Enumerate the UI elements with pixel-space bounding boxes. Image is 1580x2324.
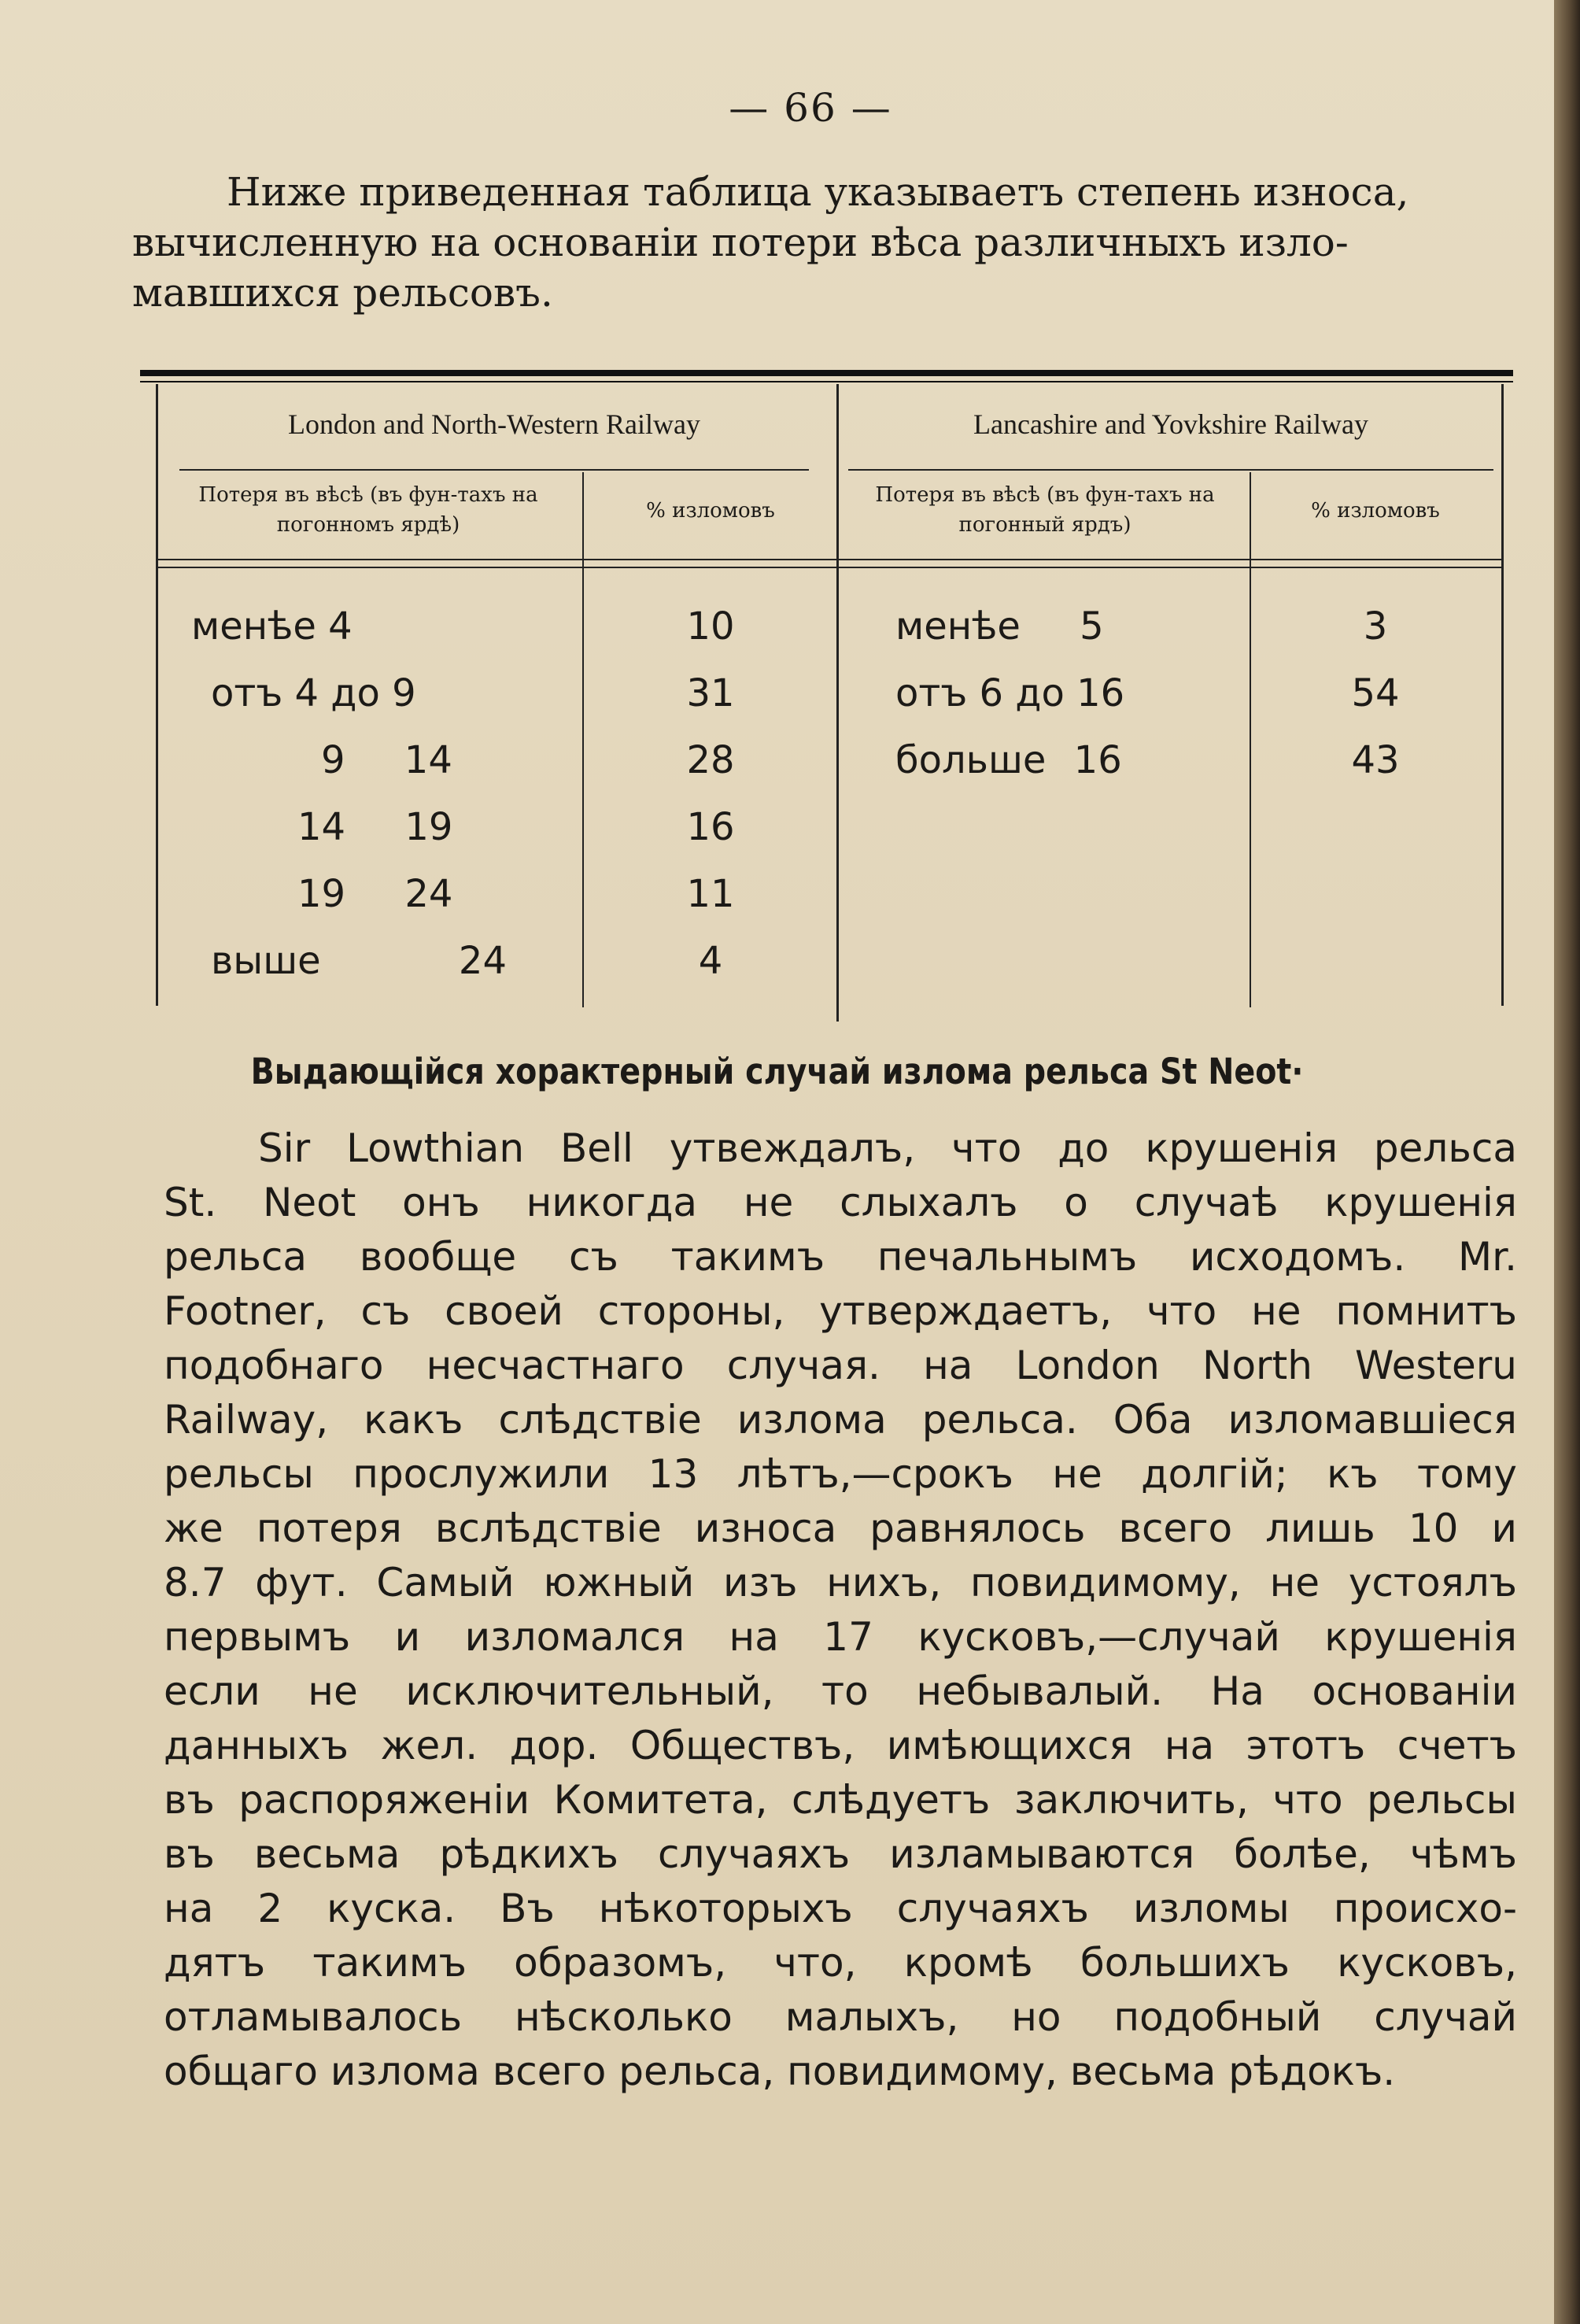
body-line: Railway, какъ слѣдствiе излома рельса. Оба изломавшiеся [164, 1397, 1517, 1443]
intro-line: вычисленную на основанiи потери вѣса различныхъ изло- [132, 220, 1349, 265]
body-line: же потеря вслѣдствiе износа равнялось всего лишь 10 и [164, 1506, 1517, 1551]
body-line: Footner, съ своей стороны, утверждаетъ, что не помнитъ [164, 1288, 1517, 1334]
left-row-pct: 31 [686, 671, 735, 715]
left-row-range: выше 24 [211, 939, 507, 983]
left-row-pct: 4 [698, 939, 723, 983]
body-line: 8.7 фут. Самый южный изъ нихъ, повидимому, не устоялъ [164, 1560, 1517, 1605]
body-line: общаго излома всего рельса, повидимому, весьма рѣдокъ. [164, 2049, 1396, 2094]
right-row-pct: 43 [1351, 738, 1400, 782]
left-row-range: 14 19 [297, 805, 453, 849]
table-top-rule [140, 370, 1513, 376]
body-line: рельсы прослужили 13 лѣтъ,—срокъ не долгiй; къ тому [164, 1451, 1517, 1497]
body-line: въ весьма рѣдкихъ случаяхъ изламываются болѣе, чѣмъ [164, 1831, 1517, 1877]
header-rule-left [179, 469, 809, 471]
body-line: дятъ такимъ образомъ, что, кромѣ большихъ кусковъ, [164, 1940, 1517, 1986]
table-border-left [156, 384, 158, 1006]
body-line: рельса вообще съ такимъ печальнымъ исходомъ. Mr. [164, 1234, 1517, 1280]
right-row-range: отъ 6 до 16 [895, 671, 1125, 715]
left-row-pct: 11 [686, 872, 735, 916]
right-company-caption: Lancashire and Yovkshire Railway [973, 408, 1368, 440]
right-header-pct: % изломовъ [1311, 499, 1440, 523]
left-header-loss: Потеря въ вѣсѣ (въ фун-тахъ на погонномъ ярдѣ) [198, 483, 538, 537]
header-rule-right [848, 469, 1493, 471]
intro-line: мавшихся рельсовъ. [132, 270, 553, 316]
left-row-pct: 28 [686, 738, 735, 782]
body-line: данныхъ жел. дор. Обществъ, имѣющихся на этотъ счетъ [164, 1723, 1517, 1768]
body-line: St. Neot онъ никогда не слыхалъ о случаѣ крушенiя [164, 1180, 1517, 1225]
section-title: Выдающiйся хорактерный случай излома рельса St Neot· [250, 1051, 1304, 1092]
header-bottom-rule [156, 559, 1501, 560]
body-line: первымъ и изломался на 17 кусковъ,—случай крушенiя [164, 1614, 1517, 1660]
table-border-right [1501, 384, 1504, 1006]
book-gutter [1554, 0, 1580, 2324]
left-row-range: 19 24 [297, 872, 453, 916]
table-divider-middle [836, 384, 839, 1022]
left-header-pct: % изломовъ [646, 499, 775, 523]
left-row-range: отъ 4 до 9 [211, 671, 416, 715]
body-paragraph [164, 1121, 1517, 2099]
right-row-range: больше 16 [895, 738, 1122, 782]
left-row-range: менѣе 4 [191, 604, 353, 648]
body-line: подобнаго несчастнаго случая. на London North Westeru [164, 1343, 1517, 1388]
right-row-pct: 3 [1363, 604, 1388, 648]
body-line: въ распоряженiи Комитета, слѣдуетъ заключить, что рельсы [164, 1777, 1517, 1823]
body-line: Sir Lowthian Bell утвеждалъ, что до крушенiя рельса [258, 1125, 1517, 1171]
body-line: если не исключительный, то небывалый. На основанiи [164, 1668, 1517, 1714]
table-top-rule-thin [140, 381, 1513, 382]
intro-paragraph [132, 167, 1517, 318]
wear-table [132, 370, 1513, 1019]
left-row-pct: 16 [686, 805, 735, 849]
table-divider-left [582, 472, 584, 1007]
right-row-range: менѣе 5 [895, 604, 1104, 648]
right-row-pct: 54 [1351, 671, 1400, 715]
intro-line: Ниже приведенная таблица указываетъ степень износа, [227, 169, 1409, 215]
left-row-range: 9 14 [321, 738, 452, 782]
left-company-caption: London and North-Western Railway [288, 408, 700, 440]
body-line: на 2 куска. Въ нѣкоторыхъ случаяхъ изломы происхо- [164, 1886, 1517, 1931]
body-line: отламывалось нѣсколько малыхъ, но подобный случай [164, 1994, 1517, 2040]
page-number: — 66 — [729, 85, 892, 131]
right-header-loss: Потеря въ вѣсѣ (въ фун-тахъ на погонный ярдъ) [875, 483, 1215, 537]
left-row-pct: 10 [686, 604, 735, 648]
table-divider-right [1250, 472, 1251, 1007]
header-bottom-rule-2 [156, 567, 1501, 568]
